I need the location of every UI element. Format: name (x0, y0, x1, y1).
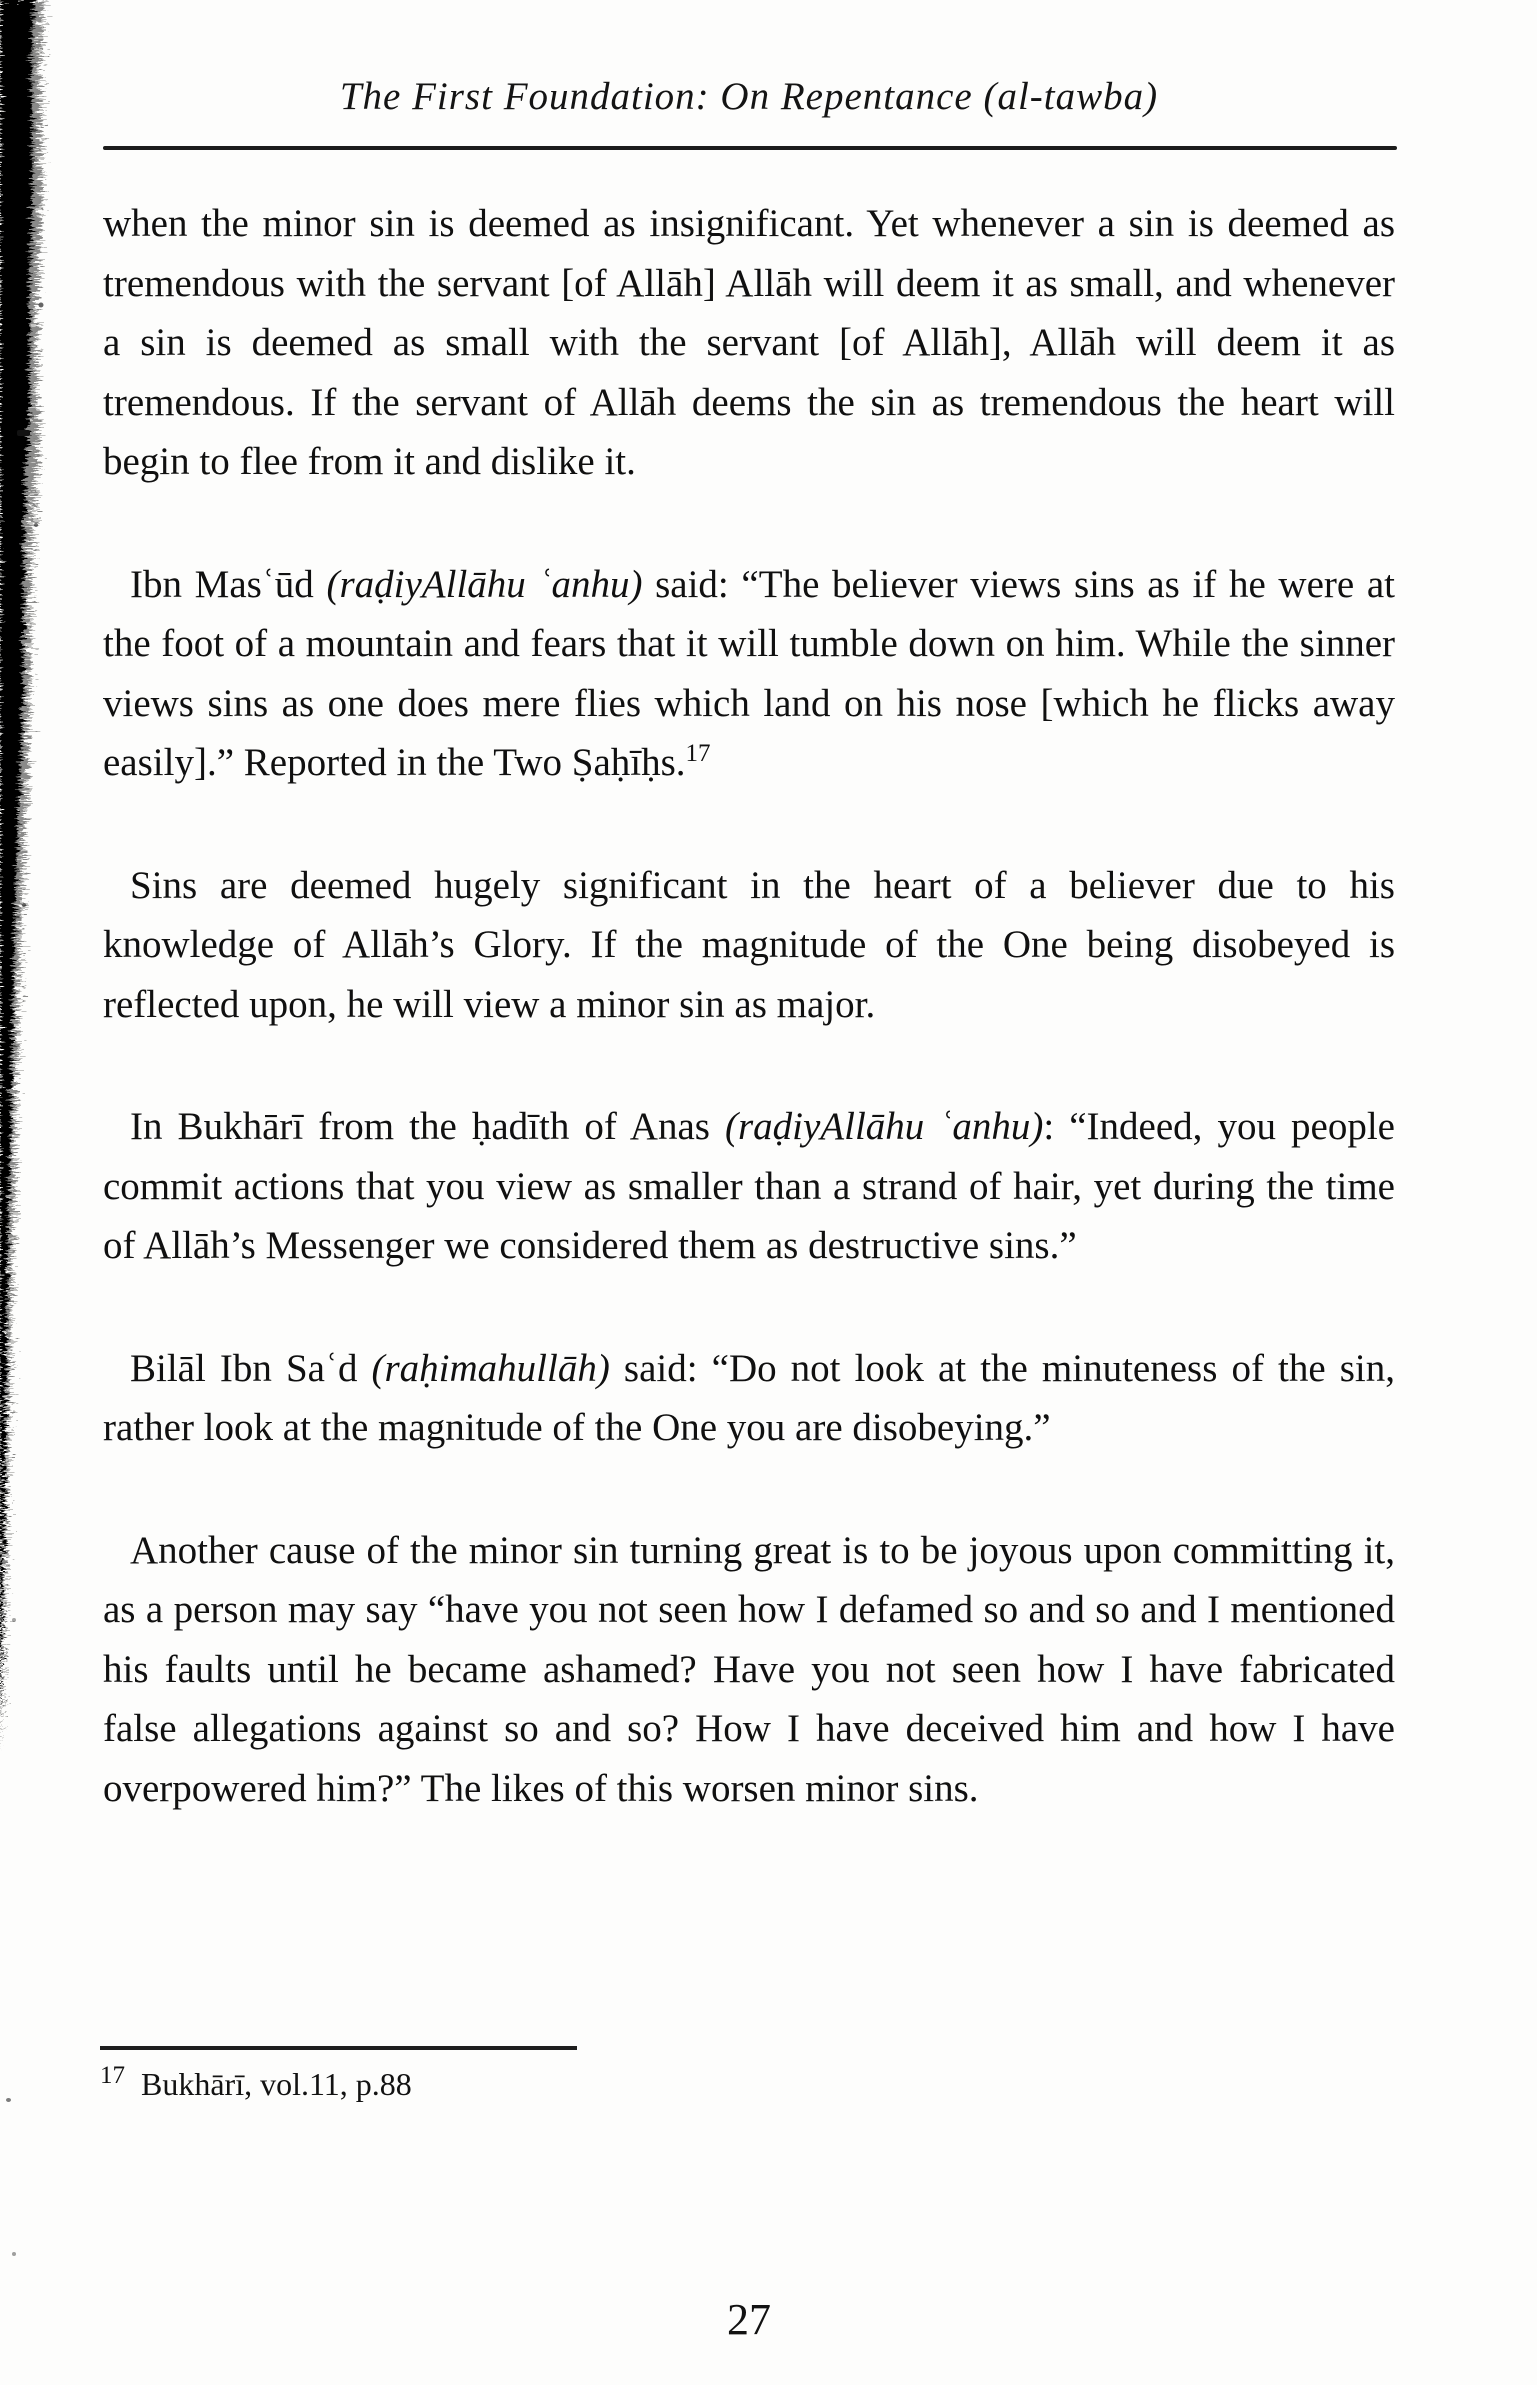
paragraph (103, 555, 1395, 793)
body-text (103, 194, 1395, 1881)
text-run: In Bukhārī from the ḥadīth of Anas (130, 1105, 725, 1148)
footnote-ref: 17 (685, 740, 711, 767)
binding-shadow (0, 0, 80, 2385)
footnote-marker: 17 (100, 2062, 125, 2090)
footnote-text: Bukhārī, vol.11, p.88 (141, 2066, 412, 2102)
page-number: 27 (727, 2295, 771, 2344)
honorific-italic: (raḥimahullāh) (371, 1346, 610, 1390)
scan-speck (12, 1618, 16, 1622)
scan-artifact-speck (12, 2252, 16, 2256)
text-run: : “Indeed, you people commit actions that you view as smaller than a strand of hair, yet during the time of Allāh’s Messenger we considered them as destructive sins.” (103, 1105, 1395, 1267)
honorific-italic: (raḍiyAllāhu ʿanhu) (326, 562, 643, 606)
text-run: Bilāl Ibn Saʿd (130, 1346, 372, 1390)
paragraph (103, 1097, 1395, 1276)
footnote (100, 2062, 1000, 2106)
text-run: Another cause of the minor sin turning great is to be joyous upon committing it, as a person may say “have you not seen how I defamed so and so and I mentioned his faults until he became ashamed? Have you not seen how I have fabricated false allegations against so and so? How I have deceived him and how I have overpowered him?” The likes of this worsen minor sins. (103, 1528, 1395, 1810)
paragraph (103, 1339, 1395, 1458)
scan-artifact-dash (17, 430, 30, 436)
scan-speck (22, 903, 26, 907)
page-header-title: The First Foundation: On Repentance (al-tawba) (339, 75, 1159, 118)
scan-speck (39, 303, 44, 308)
text-run: said: “The believer views sins as if he were at the foot of a mountain and fears that it will tumble down on him. While the sinner views sins as one does mere flies which land on his nose [which he flicks away easily].” Reported in the Two Ṣaḥīḥs. (103, 562, 1396, 784)
scan-artifact-speck (6, 2098, 11, 2102)
honorific-italic: (raḍiyAllāhu ʿanhu) (725, 1105, 1044, 1148)
header-rule (103, 146, 1397, 150)
text-run: when the minor sin is deemed as insignificant. Yet whenever a sin is deemed as tremendous with the servant [of Allāh] Allāh will deem it as small, and whenever a sin is deemed as small with the servant [of Allāh], Allāh will deem it as tremendous. If the servant of Allāh deems the sin as tremendous the heart will begin to flee from it and dislike it. (103, 202, 1395, 483)
paragraph (103, 1521, 1395, 1819)
scan-speck (34, 523, 38, 527)
text-run: Sins are deemed hugely significant in the heart of a believer due to his knowledge of Allāh’s Glory. If the magnitude of the One being disobeyed is reflected upon, he will view a minor sin as major. (103, 863, 1395, 1026)
text-run: said: “Do not look at the minuteness of the sin, rather look at the magnitude of the One you are disobeying.” (103, 1346, 1395, 1449)
footnote-rule (100, 2046, 577, 2050)
paragraph (103, 856, 1395, 1035)
text-run: Ibn Masʿūd (130, 562, 327, 606)
paragraph (103, 194, 1395, 492)
